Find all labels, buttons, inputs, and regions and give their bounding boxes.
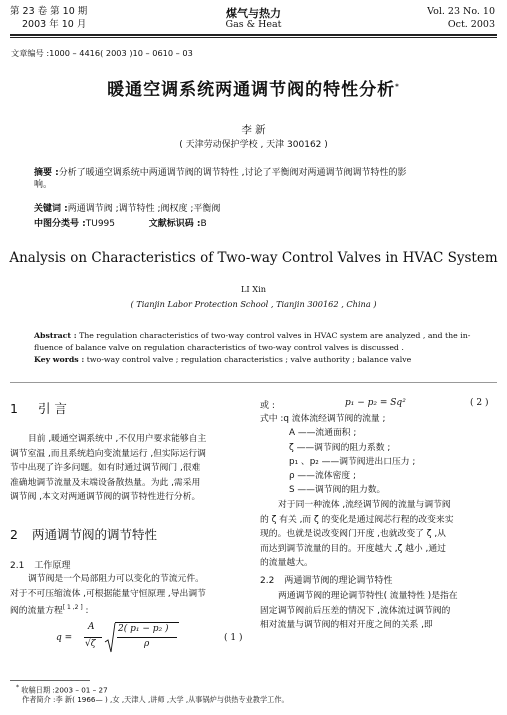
subsection-2-2-title: 两通调节阀的理论调节特性 — [284, 576, 393, 586]
variable-definition: S ——调节阀的阻力数。 — [289, 485, 386, 496]
intro-line: 准确地调节流量及末端设备散热量。为此 ,需采用 — [10, 477, 201, 488]
journal-name-cn: 煤气与热力 — [226, 7, 281, 20]
keywords-cn — [34, 203, 220, 215]
abstract-cn-line2: 响。 — [34, 180, 53, 190]
subsection-2-1-title: 工作原理 — [34, 561, 71, 571]
equation-1-numerator: A — [88, 622, 95, 632]
abstract-en-line2: fluence of balance valve on regulation characteristics of two-way control valves is discussed . — [34, 343, 404, 352]
abstract-en-label: Abstract : — [34, 331, 77, 340]
equation-2: p₁ − p₂ = Sq² — [345, 398, 406, 408]
title-footnote-mark: * — [395, 82, 400, 91]
footnote-rule — [10, 680, 90, 681]
author-bio: 作者简介 :李 新( 1966— ) ,女 ,天津人 ,讲师 ,大学 ,从事锅炉与供热专业教学工作。 — [22, 695, 289, 705]
flow-line: 对于同一种流体 ,流经调节阀的流量与调节阀 — [278, 500, 451, 510]
intro-line: 目前 ,暖通空调系统中 ,不仅用户要求能够自主 — [28, 434, 207, 444]
variable-definition: 式中 :q 流体流经调节阀的流量 ; — [260, 414, 386, 424]
header-rule-thin — [10, 37, 497, 38]
section-divider — [10, 382, 497, 383]
or-label: 或 : — [260, 401, 275, 411]
variable-definition: A ——流通面积 ; — [289, 428, 357, 439]
section-2-number: 2 — [10, 527, 18, 542]
variable-definition: ζ ——调节阀的阻力系数 ; — [289, 442, 391, 453]
journal-month: Oct. 2003 — [447, 19, 495, 30]
section-1-title: 引 言 — [37, 401, 67, 416]
theory-line: 两通调节阀的理论调节特性( 流量特性 )是指在 — [278, 591, 458, 601]
journal-date: 2003 年 10 月 — [22, 19, 87, 30]
intro-line: 节中出现了许多问题。如有时通过调节阀门 ,很难 — [10, 463, 201, 473]
flow-line: 的流量越大。 — [260, 558, 313, 568]
subsection-2-1-heading — [10, 558, 70, 571]
section-2-title: 两通调节阀的调节特性 — [31, 527, 157, 542]
principle-line-end: : — [82, 605, 89, 616]
subsection-2-2-heading — [260, 573, 392, 586]
variable-definition: ρ ——流体密度 ; — [289, 471, 356, 482]
variable-definition: p₁ 、p₂ ——调节阀进出口压力 ; — [289, 456, 416, 467]
journal-vol-no: Vol. 23 No. 10 — [427, 6, 495, 17]
abstract-cn-line1: 分析了暖通空调系统中两通调节阀的调节特性 ,讨论了平衡阀对两通调节阀调节特性的影 — [58, 168, 407, 178]
principle-line: 对于不可压缩流体 ,可根据能量守恒原理 ,导出调节 — [10, 588, 206, 599]
subsection-2-2-number: 2.2 — [260, 576, 275, 586]
classification-label: 中图分类号 : — [34, 219, 86, 229]
theory-line: 固定调节阀前后压差的情况下 ,流体流过调节阀的 — [260, 605, 451, 616]
principle-line: 阀的流量方程 — [10, 605, 63, 616]
theory-paragraph — [260, 589, 497, 633]
equation-1-lhs: q = — [56, 633, 73, 643]
intro-line: 调节阀 ,本文对两通调节阀的调节特性进行分析。 — [10, 492, 201, 502]
abstract-cn — [34, 167, 484, 191]
reference-citation: [ 1 ,2 ] — [62, 604, 83, 611]
keywords-cn-text: 两通调节阀 ;调节特性 ;阀权度 ;平衡阀 — [67, 204, 221, 214]
theory-line: 相对流量与调节阀的相对开度之间的关系 ,即 — [260, 620, 433, 630]
author-cn: 李 新 — [241, 124, 266, 136]
equation-1-number: ( 1 ) — [224, 633, 243, 643]
equation-2-number: ( 2 ) — [470, 398, 489, 408]
flow-line: 的 ζ 有关 ,而 ζ 的变化是通过阀芯行程的改变来实 — [260, 514, 454, 525]
variable-definitions — [260, 412, 495, 498]
footnote-mark: * — [16, 684, 19, 691]
equation-1-radicand-denominator: ρ — [144, 639, 150, 649]
flow-line: 现的。也就是说改变阀门开度 ,也就改变了 ζ ,从 — [260, 529, 446, 539]
intro-line: 调节室温 ,而且系统趋向变流量运行 ,但实际运行调 — [10, 448, 206, 459]
keywords-cn-label: 关键词 : — [34, 204, 68, 214]
section-2-heading — [10, 525, 157, 543]
title-en: Analysis on Characteristics of Two-way Control Valves in HVAC System — [9, 250, 498, 266]
equation-1-radicand-numerator: 2( p₁ − p₂ ) — [118, 624, 169, 634]
journal-name-en: Gas & Heat — [225, 19, 282, 30]
affiliation-en: ( Tianjin Labor Protection School , Tianjin 300162 , China ) — [130, 299, 377, 309]
radical-sign — [104, 622, 116, 654]
equation-1-denominator: √ζ — [85, 639, 96, 649]
intro-paragraph — [10, 432, 242, 505]
journal-volume-issue: 第 23 卷 第 10 期 — [10, 6, 88, 17]
equation-1 — [56, 622, 246, 658]
header-rule — [10, 34, 497, 36]
principle-line: 调节阀是一个局部阻力可以变化的节流元件。 — [28, 574, 204, 584]
flow-paragraph — [260, 498, 497, 571]
keywords-en-text: two-way control valve ; regulation characteristics ; valve authority ; balance valve — [86, 355, 412, 364]
flow-line: 而达到调节流量的目的。开度越大 ,ζ 越小 ,通过 — [260, 543, 446, 554]
footnote — [16, 683, 289, 705]
affiliation-cn: ( 天津劳动保护学校 , 天津 300162 ) — [179, 140, 328, 150]
document-code-value: B — [200, 219, 207, 229]
section-1-heading — [10, 399, 67, 417]
classification-value: TU995 — [85, 219, 115, 229]
subsection-2-1-number: 2.1 — [10, 561, 25, 571]
article-number: 文章编号 :1000 – 4416( 2003 )10 – 0610 – 03 — [11, 48, 193, 58]
title-cn-text: 暖通空调系统两通调节阀的特性分析 — [107, 80, 396, 100]
author-en: LI Xin — [241, 284, 266, 294]
section-1-number: 1 — [10, 401, 18, 416]
document-code-label: 文献标识码 : — [148, 219, 201, 229]
received-date: 收稿日期 :2003 – 01 – 27 — [21, 685, 108, 695]
abstract-en-line1: The regulation characteristics of two-way control valves in HVAC system are analyzed , and the in- — [79, 331, 471, 340]
abstract-en — [34, 330, 484, 366]
working-principle-paragraph — [10, 572, 242, 618]
title-cn — [0, 75, 507, 100]
abstract-cn-label: 摘要 : — [34, 168, 59, 178]
keywords-en-label: Key words : — [34, 355, 85, 364]
classification — [34, 218, 207, 230]
